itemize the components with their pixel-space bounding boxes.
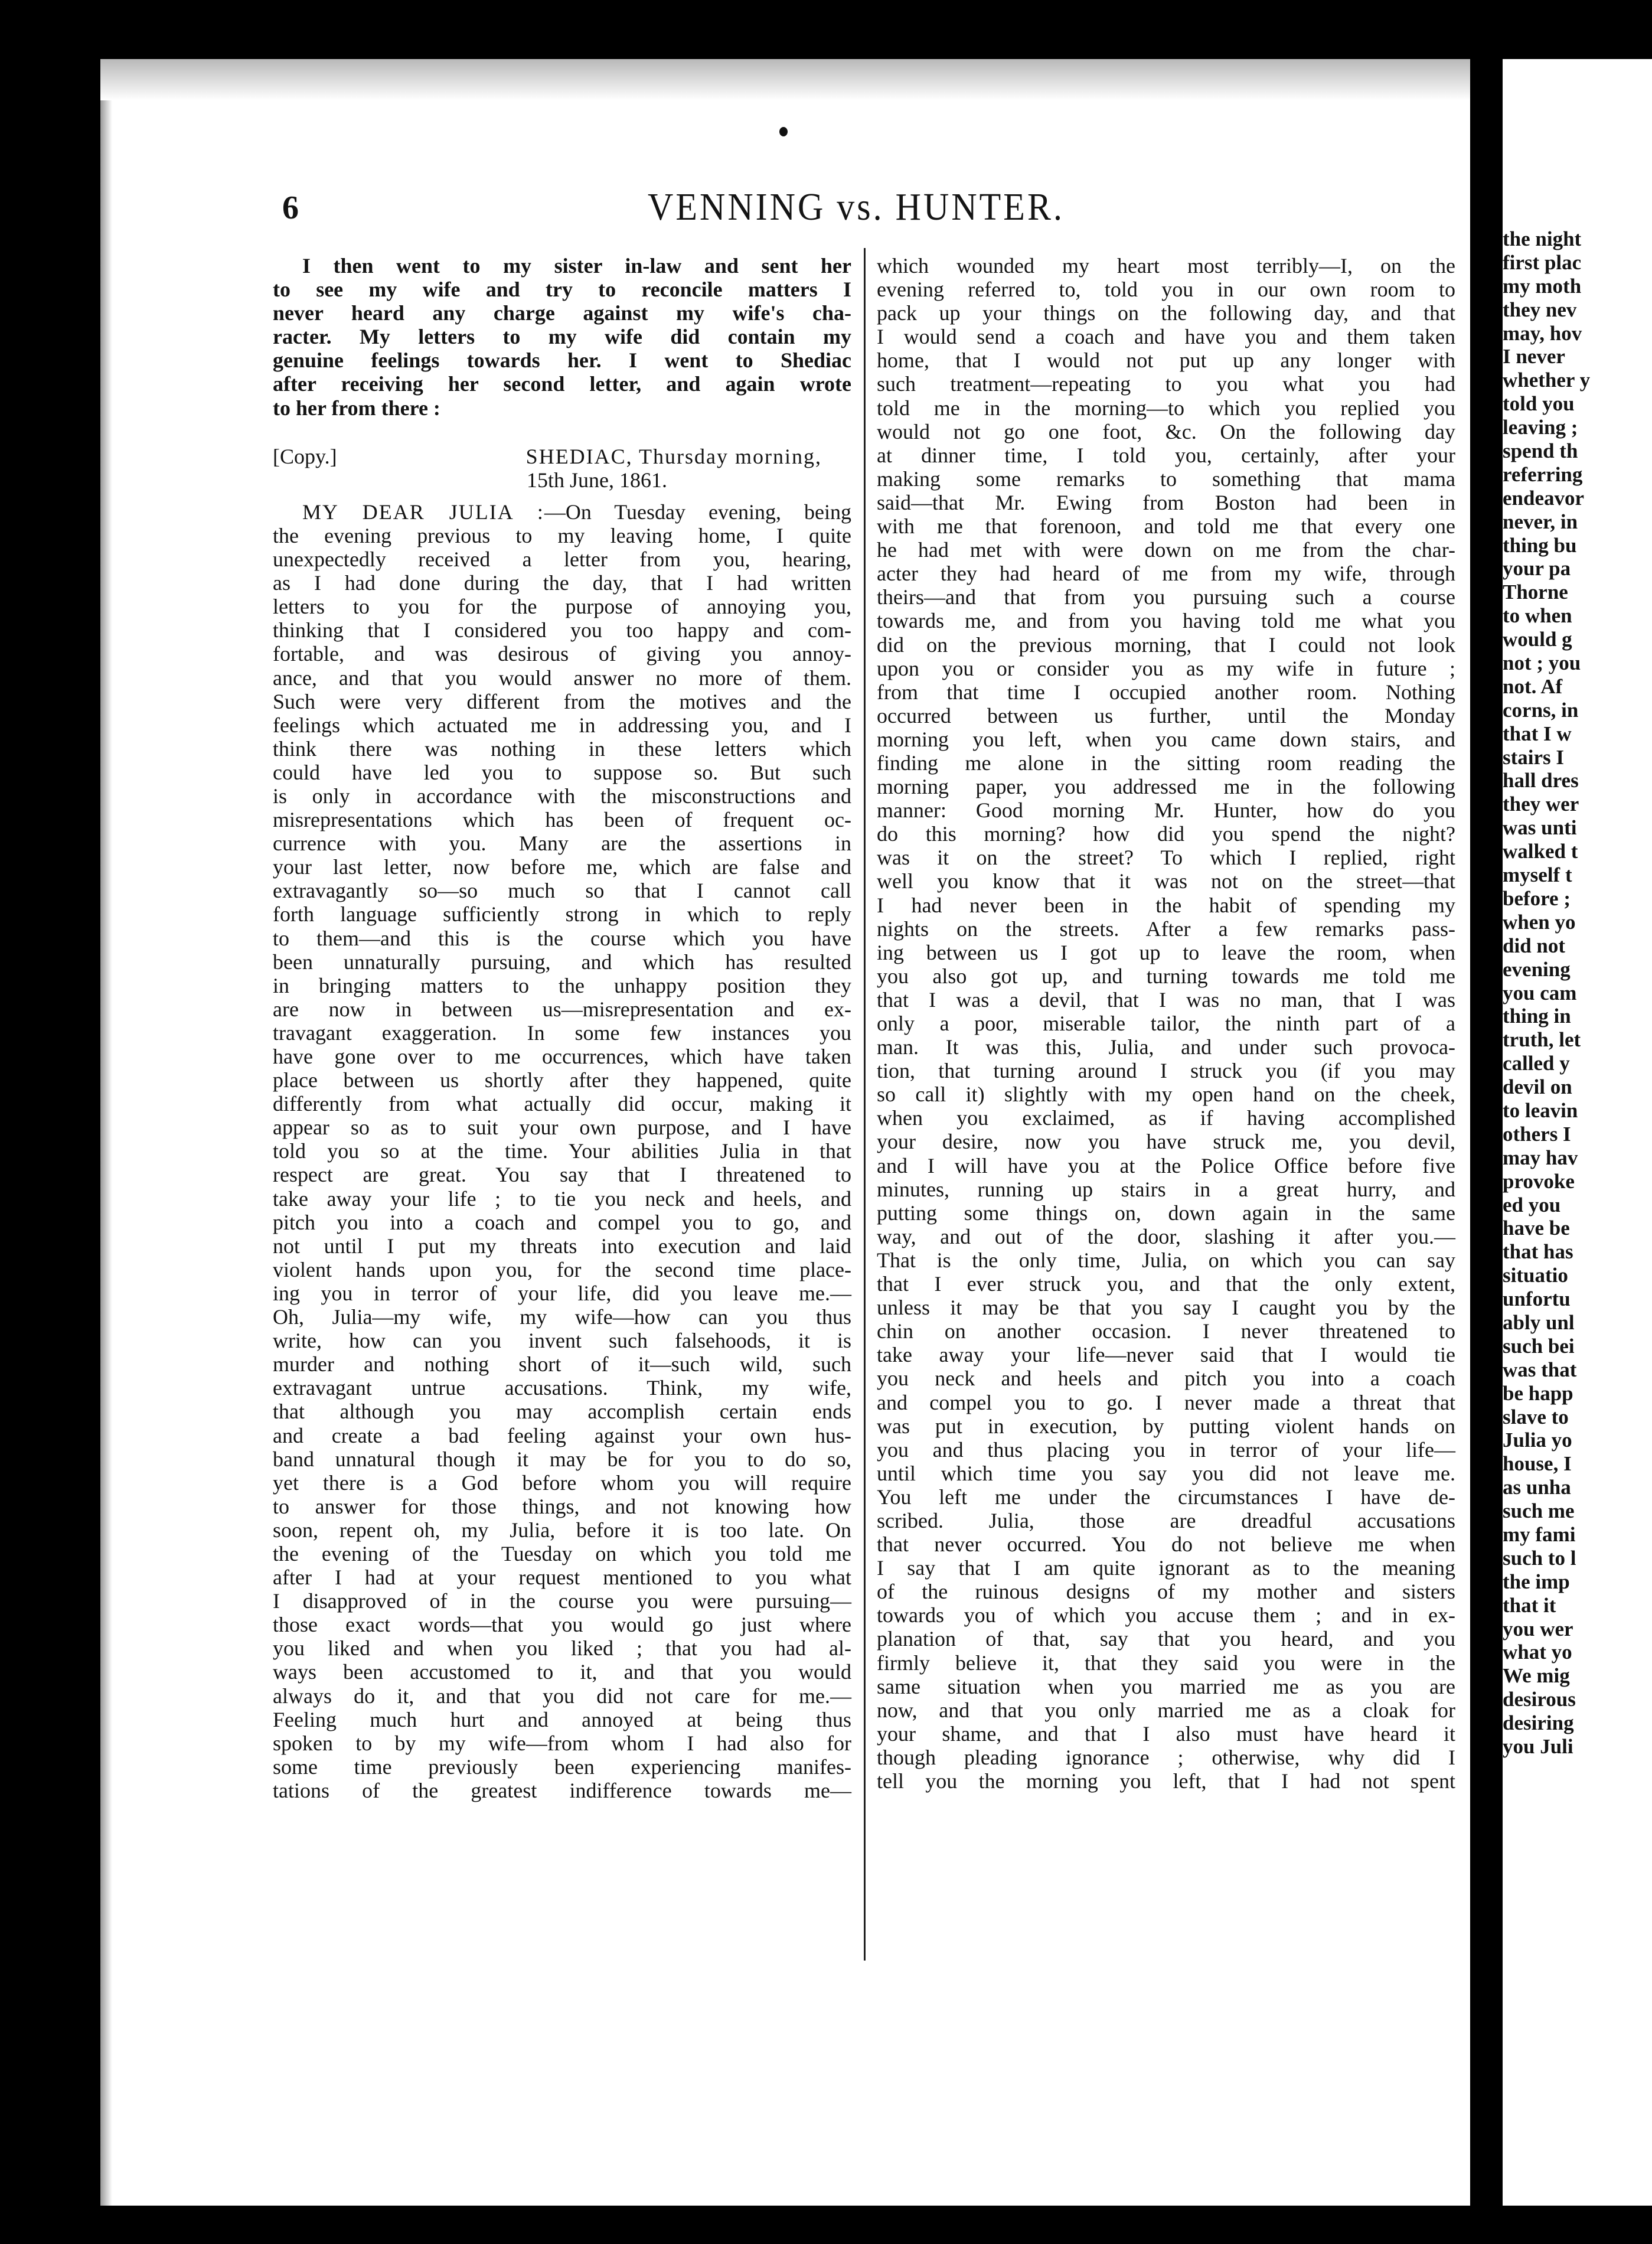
text-line: way, and out of the door, slashing it after you.— (877, 1224, 1455, 1248)
fragment-line: what yo (1503, 1640, 1572, 1664)
text-line: chin on another occasion. I never threatened to (877, 1319, 1455, 1343)
text-line: of the ruinous designs of my mother and sisters (877, 1580, 1455, 1604)
copy-marker: [Copy.] (273, 444, 337, 468)
text-line: been unnaturally pursuing, and which has resulted (273, 950, 851, 974)
text-line: said—that Mr. Ewing from Boston had been in (877, 490, 1455, 514)
text-line: only a poor, miserable tailor, the ninth part of a (877, 1012, 1455, 1035)
text-line: are now in between us—misrepresentation and ex- (273, 997, 851, 1021)
fragment-line: evening (1503, 957, 1571, 981)
text-line: unless it may be that you say I caught you by the (877, 1296, 1455, 1320)
text-line: the evening of the Tuesday on which you told me (273, 1541, 851, 1565)
fragment-line: my moth (1503, 274, 1582, 298)
text-line: place between us shortly after they happened, quite (273, 1068, 851, 1092)
fragment-line: may hav (1503, 1146, 1578, 1169)
fragment-line: they nev (1503, 298, 1577, 321)
text-line: towards you of which you accuse them ; and in ex- (877, 1603, 1455, 1627)
text-line: I disapproved of in the course you were pursuing— (273, 1589, 851, 1613)
fragment-line: the imp (1503, 1570, 1570, 1593)
text-line: such treatment—repeating to you what you had (877, 372, 1455, 396)
dateline-place: SHEDIAC, Thursday morning, (525, 444, 822, 468)
scan-border-left (0, 0, 100, 2244)
text-line: to her from there : (273, 396, 440, 420)
text-line: planation of that, say that you heard, and you (877, 1627, 1455, 1651)
text-line: after receiving her second letter, and again wrote (273, 372, 851, 396)
text-line: he had met with were down on me from the char- (877, 538, 1455, 562)
text-line: did on the previous morning, that I could not look (877, 632, 1455, 657)
text-line: extravagantly so—so much so that I cannot call (273, 879, 851, 903)
fragment-line: that I w (1503, 722, 1572, 745)
letter-salutation: MY DEAR JULIA : (302, 500, 544, 524)
text-line: take away your life—never said that I would tie (877, 1343, 1455, 1367)
text-line: could have led you to suppose so. But such (273, 760, 851, 784)
text-line: which wounded my heart most terribly—I, on the (877, 254, 1455, 278)
text-line: take away your life ; to tie you neck and heels, and (273, 1186, 851, 1211)
fragment-line: spend th (1503, 439, 1578, 463)
text-line: forth language sufficiently strong in which to reply (273, 902, 851, 927)
text-line: morning paper, you addressed me in the following (877, 775, 1455, 799)
fragment-line: did not (1503, 934, 1566, 957)
fragment-line: Thorne (1503, 580, 1568, 604)
text-line: your desire, now you have struck me, you devil, (877, 1130, 1455, 1154)
text-line: You left me under the circumstances I have de- (877, 1485, 1455, 1509)
text-line: misrepresentations which has been of frequent oc- (273, 808, 851, 832)
book-gutter (1470, 59, 1503, 2206)
text-line: scribed. Julia, those are dreadful accusations (877, 1508, 1455, 1532)
text-line: ance, and that you would answer no more of them. (273, 666, 851, 690)
text-line: in bringing matters to the unhappy position they (273, 973, 851, 997)
fragment-line: others I (1503, 1122, 1571, 1146)
fragment-line: the night (1503, 227, 1582, 250)
fragment-line: thing bu (1503, 533, 1577, 557)
text-line: think there was nothing in these letters which (273, 736, 851, 761)
fragment-line: corns, in (1503, 698, 1579, 722)
text-line: ways been accustomed to it, and that you would (273, 1660, 851, 1684)
text-line: man. It was this, Julia, and under such provoca- (877, 1035, 1455, 1059)
text-line: I had never been in the habit of spending my (877, 893, 1455, 917)
text-line: appear so as to suit your own purpose, and I have (273, 1116, 851, 1140)
fragment-line: devil on (1503, 1075, 1572, 1099)
text-line: fortable, and was desirous of giving you annoy- (273, 642, 851, 666)
text-line: and create a bad feeling against your own hus- (273, 1423, 851, 1447)
fragment-line: provoke (1503, 1169, 1575, 1193)
fragment-line: called y (1503, 1052, 1570, 1075)
text-line: differently from what actually did occur, making it (273, 1092, 851, 1116)
text-line: is only in accordance with the misconstructions and (273, 784, 851, 808)
column-rule (864, 248, 866, 1961)
fragment-line: before ; (1503, 886, 1571, 910)
intro-paragraph (273, 254, 851, 420)
text-line: write, how can you invent such falsehoods, it is (273, 1329, 851, 1353)
text-line: and compel you to go. I never made a threat that (877, 1390, 1455, 1414)
fragment-line: myself t (1503, 863, 1572, 887)
text-line: now, and that you only married me as a cloak for (877, 1698, 1455, 1722)
right-column (877, 254, 1455, 1793)
text-line: that never occurred. You do not believe me when (877, 1532, 1455, 1557)
text-line: would not go one foot, &c. On the following day (877, 419, 1455, 443)
text-line: Feeling much hurt and annoyed at being thus (273, 1707, 851, 1731)
text-line: band unnatural though it may be for you to do so, (273, 1447, 851, 1471)
fragment-line: I never (1503, 345, 1565, 368)
text-line: spoken to by my wife—from whom I had also for (273, 1731, 851, 1755)
fragment-line: leaving ; (1503, 416, 1578, 439)
text-line: feelings which actuated me in addressing you, and I (273, 713, 851, 737)
text-line: upon you or consider you as my wife in future ; (877, 656, 1455, 680)
next-page-fragments (1503, 227, 1652, 2194)
text-line: manner: Good morning Mr. Hunter, how do you (877, 798, 1455, 823)
ink-spot (779, 127, 788, 136)
text-line: extravagant untrue accusations. Think, my wife, (273, 1376, 851, 1400)
text-line: genuine feelings towards her. I went to Shediac (273, 348, 851, 373)
text-line: soon, repent oh, my Julia, before it is too late. On (273, 1518, 851, 1542)
text-line: pack up your things on the following day, and that (877, 301, 1455, 325)
fragment-line: be happ (1503, 1381, 1573, 1405)
fragment-line: was unti (1503, 816, 1577, 840)
fragment-line: unfortu (1503, 1287, 1571, 1311)
text-line: letters to you for the purpose of annoying you, (273, 595, 851, 619)
page-number: 6 (282, 190, 299, 226)
fragment-line: referring (1503, 462, 1583, 486)
text-line: you also got up, and turning towards me told me (877, 964, 1455, 988)
text-line: Oh, Julia—my wife, my wife—how can you thus (273, 1305, 851, 1329)
text-line: you neck and heels and pitch you into a coach (877, 1366, 1455, 1391)
fragment-line: may, hov (1503, 321, 1582, 345)
letter-continuation (877, 254, 1455, 1793)
text-line: nights on the streets. After a few remarks pass- (877, 916, 1455, 941)
text-line: never heard any charge against my wife's cha- (273, 301, 851, 325)
text-line: minutes, running up stairs in a great hurry, and (877, 1177, 1455, 1201)
fragment-line: slave to (1503, 1405, 1569, 1428)
fragment-line: as unha (1503, 1476, 1571, 1499)
text-line: same situation when you married me as you are (877, 1674, 1455, 1698)
text-line: though pleading ignorance ; otherwise, why did I (877, 1745, 1455, 1769)
fragment-line: first plac (1503, 250, 1582, 274)
text-line: was it on the street? To which I replied, right (877, 846, 1455, 870)
fragment-line: ed you (1503, 1193, 1561, 1216)
text-line: when you exclaimed, as if having accomplished (877, 1106, 1455, 1130)
text-line: have gone over to me occurrences, which have taken (273, 1045, 851, 1068)
letter-salutation-line (273, 500, 851, 524)
text-line: ing you in terror of your life, did you leave me.— (273, 1281, 851, 1305)
fragment-line: not ; you (1503, 651, 1581, 675)
text-line: towards me, and from you having told me what you (877, 609, 1455, 633)
text-line: currence with you. Many are the assertions in (273, 831, 851, 856)
text-line: your shame, and that I also must have heard it (877, 1721, 1455, 1746)
fragment-line: my fami (1503, 1522, 1576, 1546)
fragment-line: endeavor (1503, 486, 1585, 510)
fragment-line: they wer (1503, 792, 1579, 816)
text-line: those exact words—that you would go just where (273, 1613, 851, 1637)
fragment-line: you cam (1503, 981, 1577, 1004)
fragment-line: such me (1503, 1499, 1575, 1523)
text-line: you and thus placing you in terror of your life— (877, 1437, 1455, 1462)
text-line: morning you left, when you came down stairs, and (877, 727, 1455, 751)
text-line: theirs—and that from you pursuing such a course (877, 585, 1455, 609)
text-line: I say that I am quite ignorant as to the meaning (877, 1556, 1455, 1580)
fragment-line: walked t (1503, 840, 1578, 863)
text-line: home, that I would not put up any longer with (877, 348, 1455, 373)
text-line: pitch you into a coach and compel you to go, and (273, 1210, 851, 1234)
fragment-line: not. Af (1503, 674, 1563, 698)
fragment-line: truth, let (1503, 1028, 1581, 1052)
text-line: told me in the morning—to which you replied you (877, 396, 1455, 420)
fragment-line: was that (1503, 1358, 1577, 1381)
text-line: was put in execution, by putting violent hands on (877, 1414, 1455, 1438)
fragment-line: ably unl (1503, 1310, 1575, 1334)
copy-dateline (273, 445, 851, 468)
letter-body (273, 524, 851, 1802)
fragment-line: that has (1503, 1240, 1573, 1264)
fragment-line: We mig (1503, 1664, 1570, 1688)
page-top-grain (100, 59, 1470, 100)
text-line: putting some things on, down again in the same (877, 1201, 1455, 1225)
text-line: after I had at your request mentioned to you what (273, 1565, 851, 1590)
fragment-line: never, in (1503, 510, 1578, 533)
text-line: and I will have you at the Police Office before five (877, 1153, 1455, 1178)
page-shadow (100, 59, 112, 2206)
text-line: I would send a coach and have you and them taken (877, 325, 1455, 349)
text-line: evening referred to, told you in our own room to (877, 278, 1455, 302)
fragment-line: Julia yo (1503, 1428, 1572, 1452)
text-line: well you know that it was not on the street—that (877, 869, 1455, 893)
text-line: not until I put my threats into execution and laid (273, 1234, 851, 1258)
fragment-line: stairs I (1503, 745, 1565, 769)
text-line: occurred between us further, until the Monday (877, 703, 1455, 728)
text-line: always do it, and that you did not care for me.— (273, 1684, 851, 1708)
dateline-date: 15th June, 1861. (527, 468, 667, 492)
text-line: the evening previous to my leaving home, I quite (273, 523, 851, 547)
letter-first-line: —On Tuesday evening, being (544, 500, 851, 524)
text-line: violent hands upon you, for the second time placе- (273, 1257, 851, 1281)
text-line: murder and nothing short of it—such wild, such (273, 1352, 851, 1377)
text-line: your last letter, now before me, which are false and (273, 855, 851, 879)
text-line: tell you the morning you left, that I had not spent (877, 1769, 1455, 1793)
text-line: that I was a devil, that I was no man, that I was (877, 987, 1455, 1012)
fragment-line: hall dres (1503, 769, 1579, 792)
fragment-line: you Juli (1503, 1735, 1573, 1758)
fragment-line: such bei (1503, 1334, 1575, 1358)
text-line: that I ever struck you, and that the only extent, (877, 1272, 1455, 1296)
text-line: That is the only time, Julia, on which you can say (877, 1248, 1455, 1272)
fragment-line: such to l (1503, 1546, 1576, 1570)
text-line: Such were very different from the motives and the (273, 689, 851, 713)
fragment-line: told you (1503, 392, 1575, 416)
text-line: thinking that I considered you too happy and com- (273, 618, 851, 642)
text-line: from that time I occupied another room. Nothing (877, 680, 1455, 704)
text-line: tion, that turning around I struck you (if you may (877, 1059, 1455, 1083)
text-line: to see my wife and try to reconcile matters I (273, 278, 851, 302)
fragment-line: to when (1503, 604, 1572, 628)
fragment-line: to leavin (1503, 1098, 1578, 1122)
fragment-line: desirous (1503, 1688, 1576, 1711)
text-line: travagant exaggeration. In some few instances you (273, 1020, 851, 1045)
fragment-line: when yo (1503, 910, 1576, 934)
text-line: I then went to my sister in-law and sent her (302, 254, 851, 278)
text-line: unexpectedly received a letter from you, hearing, (273, 547, 851, 572)
running-head: VENNING vs. HUNTER. (648, 185, 1065, 229)
left-column (273, 254, 851, 1802)
fragment-line: whether y (1503, 368, 1591, 392)
fragment-line: thing in (1503, 1004, 1571, 1028)
text-line: some time previously been experiencing manifes- (273, 1754, 851, 1779)
fragment-line: have be (1503, 1216, 1570, 1240)
fragment-line: desiring (1503, 1711, 1574, 1735)
text-line: to them—and this is the course which you have (273, 926, 851, 950)
fragment-line: you wer (1503, 1617, 1573, 1640)
text-line: you liked and when you liked ; that you had al- (273, 1636, 851, 1661)
scan-border-top (0, 0, 1652, 59)
fragment-line: house, I (1503, 1452, 1572, 1476)
fragment-line: your pa (1503, 557, 1571, 580)
text-line: that although you may accomplish certain ends (273, 1400, 851, 1424)
text-line: firmly believe it, that they said you were in the (877, 1651, 1455, 1675)
fragment-line: that it (1503, 1593, 1556, 1617)
text-line: finding me alone in the sitting room reading the (877, 751, 1455, 775)
text-line: respect are great. You say that I threatened to (273, 1163, 851, 1187)
fragment-line: situatio (1503, 1264, 1568, 1287)
text-line: until which time you say you did not leave me. (877, 1461, 1455, 1485)
text-line: making some remarks to something that mama (877, 467, 1455, 491)
text-line: told you so at the time. Your abilities Julia in that (273, 1139, 851, 1163)
text-line: racter. My letters to my wife did contain my (273, 325, 851, 349)
text-line: acter they had heard of me from my wife, through (877, 562, 1455, 586)
text-line: tations of the greatest indifference towards me— (273, 1778, 851, 1802)
text-line: do this morning? how did you spend the night? (877, 822, 1455, 846)
text-line: at dinner time, I told you, certainly, after your (877, 443, 1455, 467)
text-line: with me that forenoon, and told me that every one (877, 514, 1455, 539)
scan-border-bottom (0, 2206, 1652, 2244)
text-line: as I had done during the day, that I had written (273, 571, 851, 595)
text-line: so call it) slightly with my open hand on the cheek, (877, 1082, 1455, 1107)
text-line: yet there is a God before whom you will require (273, 1470, 851, 1495)
text-line: to answer for those things, and not knowing how (273, 1494, 851, 1518)
fragment-line: would g (1503, 628, 1572, 651)
text-line: ing between us I got up to leave the room, when (877, 940, 1455, 964)
